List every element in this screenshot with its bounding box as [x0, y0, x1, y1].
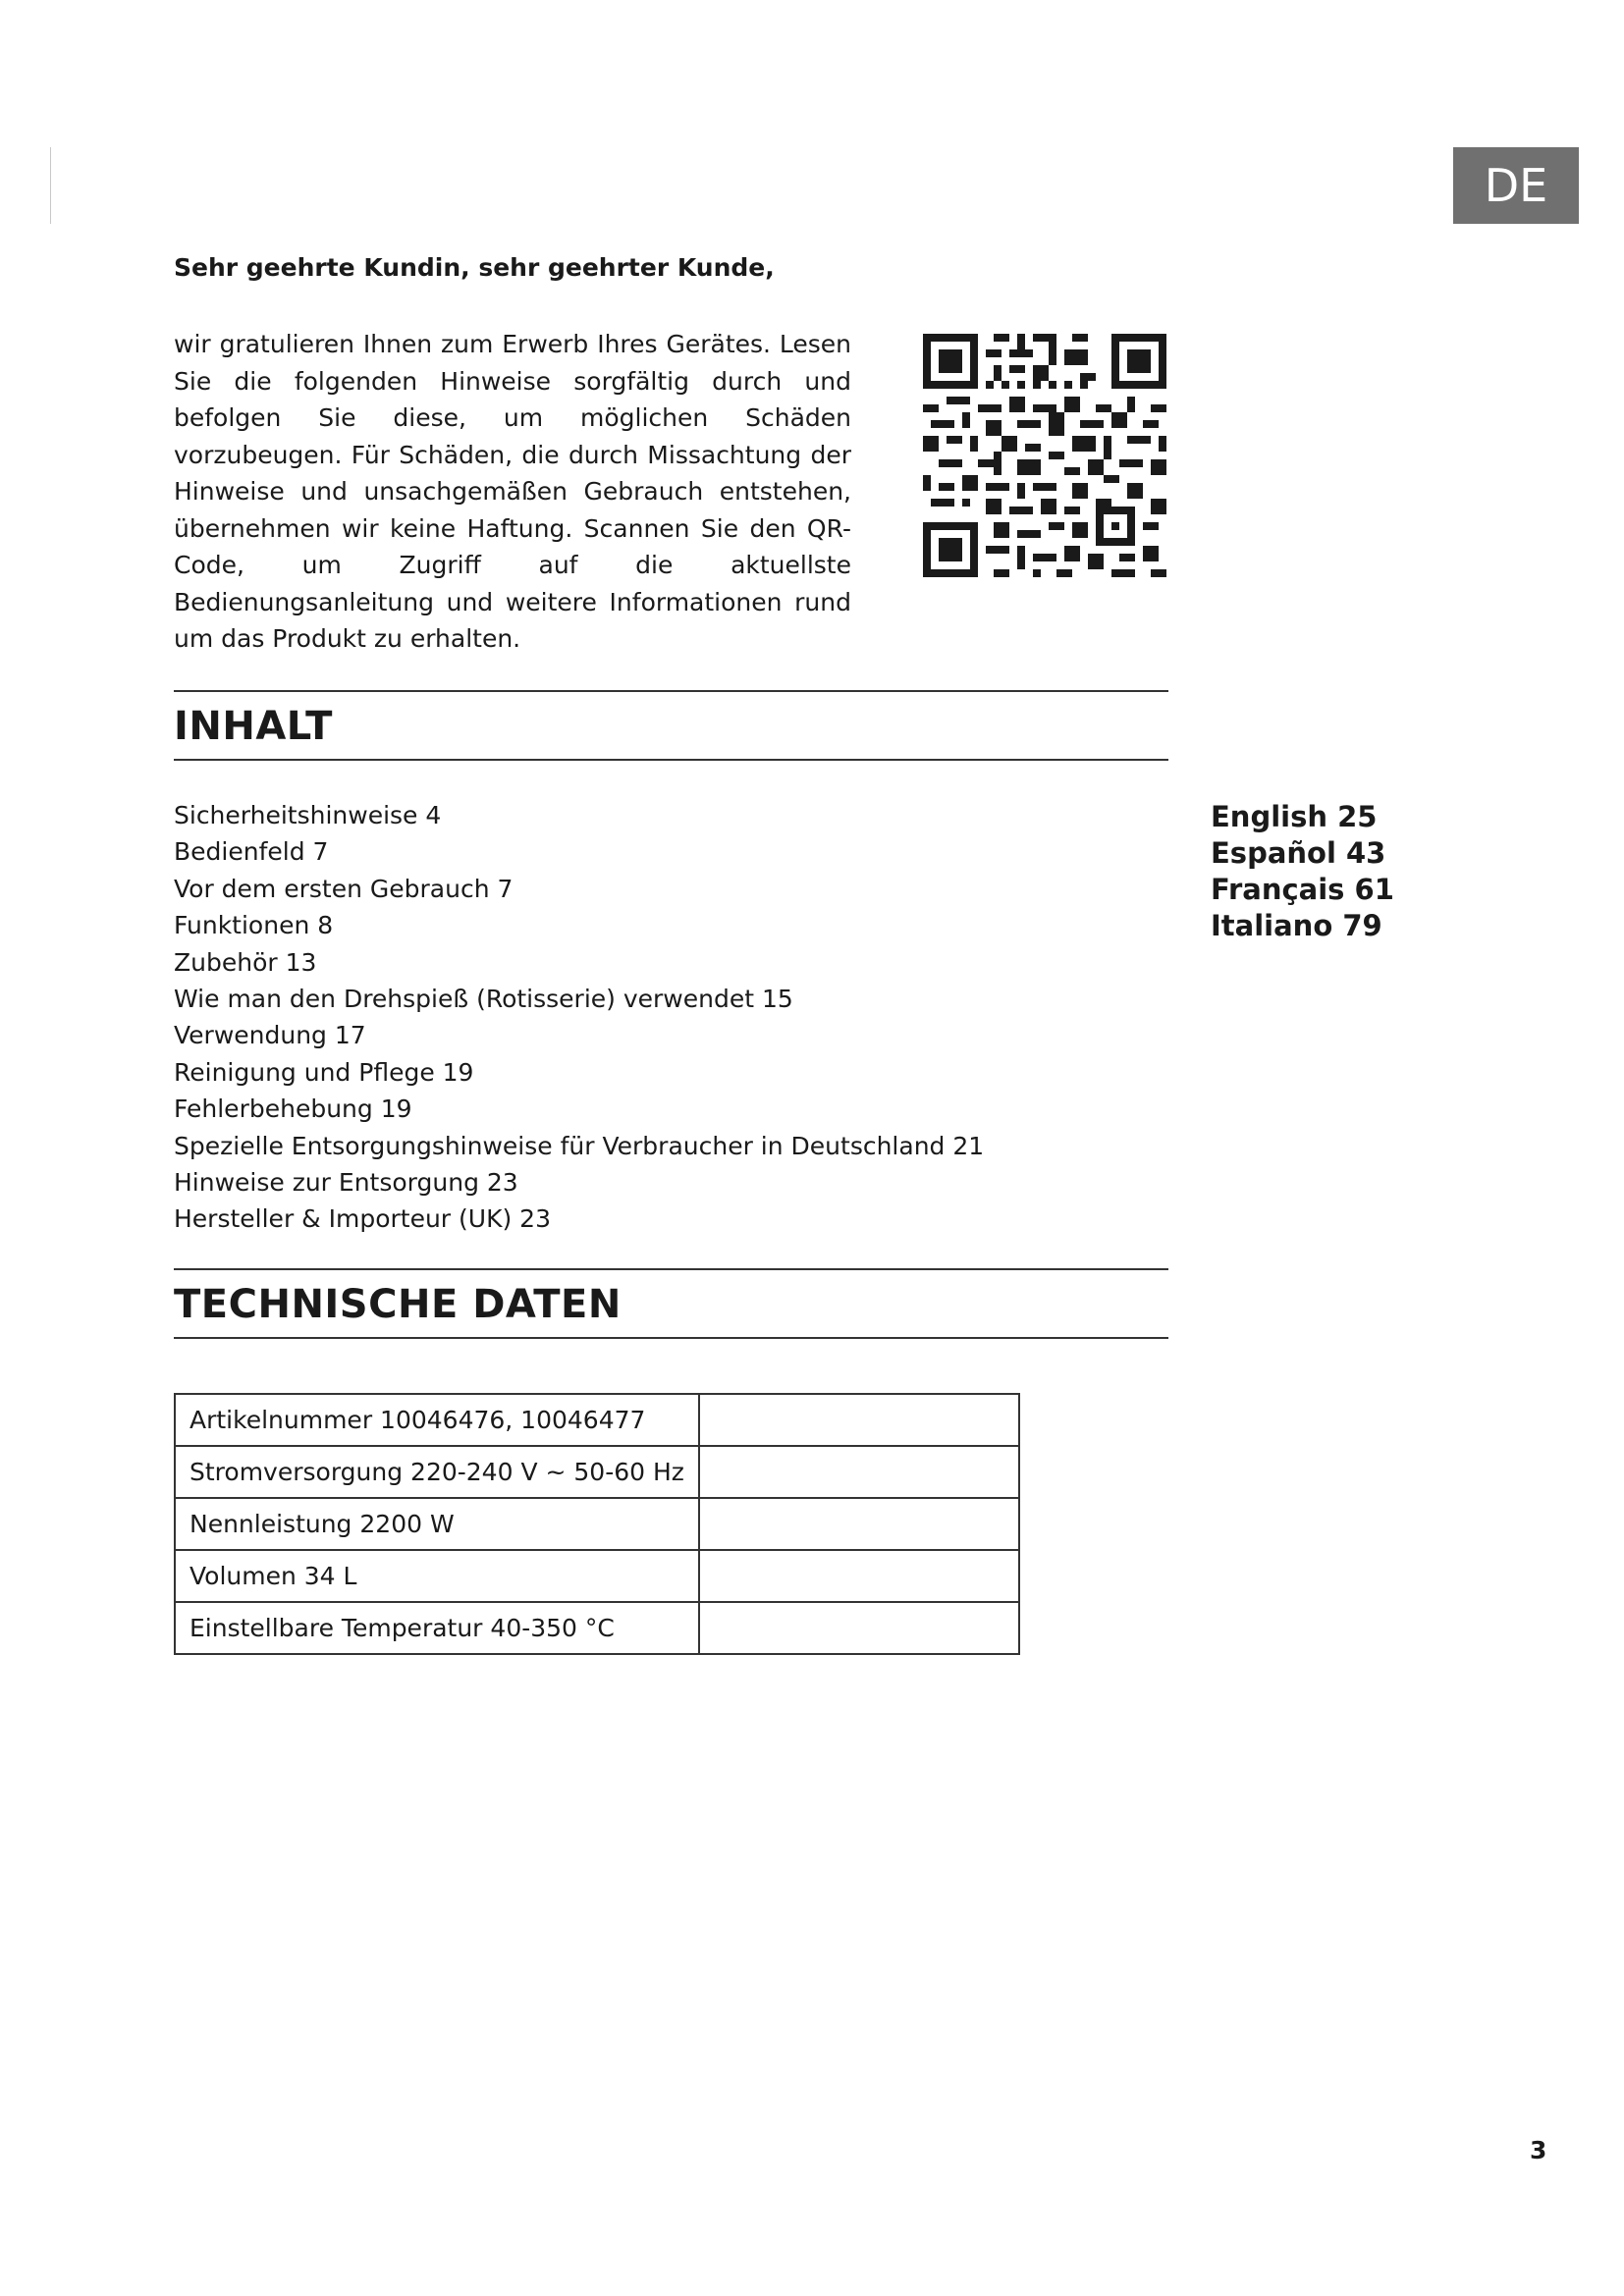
language-link-italian[interactable]: Italiano 79 — [1211, 909, 1382, 942]
page-number: 3 — [1530, 2136, 1547, 2164]
salutation: Sehr geehrte Kundin, sehr geehrter Kunde, — [174, 253, 775, 282]
spec-label: Nennleistung 2200 W — [189, 1510, 455, 1538]
contents-rule-top — [174, 690, 1168, 692]
toc-item[interactable]: Vor dem ersten Gebrauch 7 — [174, 874, 514, 903]
toc-item[interactable]: Verwendung 17 — [174, 1021, 366, 1050]
contents-title: INHALT — [174, 704, 333, 749]
techdata-rule-top — [174, 1268, 1168, 1270]
table-row — [175, 1498, 1019, 1550]
toc-item[interactable]: Spezielle Entsorgungshinweise für Verbraucher in Deutschland 21 — [174, 1131, 985, 1160]
toc-item[interactable]: Funktionen 8 — [174, 911, 334, 940]
spec-value — [699, 1602, 1019, 1654]
table-of-contents — [174, 797, 984, 1238]
techdata-title: TECHNISCHE DATEN — [174, 1282, 622, 1327]
spec-label: Volumen 34 L — [189, 1562, 357, 1590]
table-row — [175, 1602, 1019, 1654]
toc-item[interactable]: Wie man den Drehspieß (Rotisserie) verwendet 15 — [174, 985, 793, 1014]
intro-paragraph: wir gratulieren Ihnen zum Erwerb Ihres Gerätes. Lesen Sie die folgenden Hinweise sorgfältig durch und befolgen Sie diese, um möglichen Schäden vorzubeugen. Für Schäden, die durch Missachtung der Hinweise und unsachgemäßen Gebrauch entstehen, übernehmen wir keine Haftung. Scannen Sie den QR-Code, um Zugriff auf die aktuellste Bedienungsanleitung und weitere Informationen rund um das Produkt zu erhalten. — [174, 330, 851, 653]
toc-item[interactable]: Fehlerbehebung 19 — [174, 1095, 412, 1124]
toc-item[interactable]: Hinweise zur Entsorgung 23 — [174, 1168, 518, 1198]
language-link-english[interactable]: English 25 — [1211, 800, 1378, 833]
qr-code[interactable] — [923, 334, 1166, 577]
spec-value — [699, 1446, 1019, 1498]
spec-value — [699, 1550, 1019, 1602]
spec-label: Einstellbare Temperatur 40-350 °C — [189, 1614, 615, 1642]
contents-rule-bottom — [174, 759, 1168, 761]
language-link-french[interactable]: Français 61 — [1211, 873, 1394, 906]
spec-label: Artikelnummer 10046476, 10046477 — [189, 1406, 646, 1434]
table-row — [175, 1446, 1019, 1498]
toc-item[interactable]: Sicherheitshinweise 4 — [174, 801, 442, 829]
spec-value — [699, 1394, 1019, 1446]
language-index — [1211, 799, 1394, 944]
language-tab: DE — [1453, 147, 1579, 224]
table-row — [175, 1394, 1019, 1446]
techdata-rule-bottom — [174, 1337, 1168, 1339]
specs-table — [174, 1393, 1020, 1655]
toc-item[interactable]: Zubehör 13 — [174, 947, 317, 977]
toc-item[interactable]: Bedienfeld 7 — [174, 837, 329, 867]
language-link-spanish[interactable]: Español 43 — [1211, 836, 1386, 870]
spec-label: Stromversorgung 220-240 V ~ 50-60 Hz — [189, 1458, 684, 1486]
table-row — [175, 1550, 1019, 1602]
spec-value — [699, 1498, 1019, 1550]
toc-item[interactable]: Hersteller & Importeur (UK) 23 — [174, 1204, 551, 1234]
margin-marker — [50, 147, 51, 224]
toc-item[interactable]: Reinigung und Pflege 19 — [174, 1057, 474, 1087]
